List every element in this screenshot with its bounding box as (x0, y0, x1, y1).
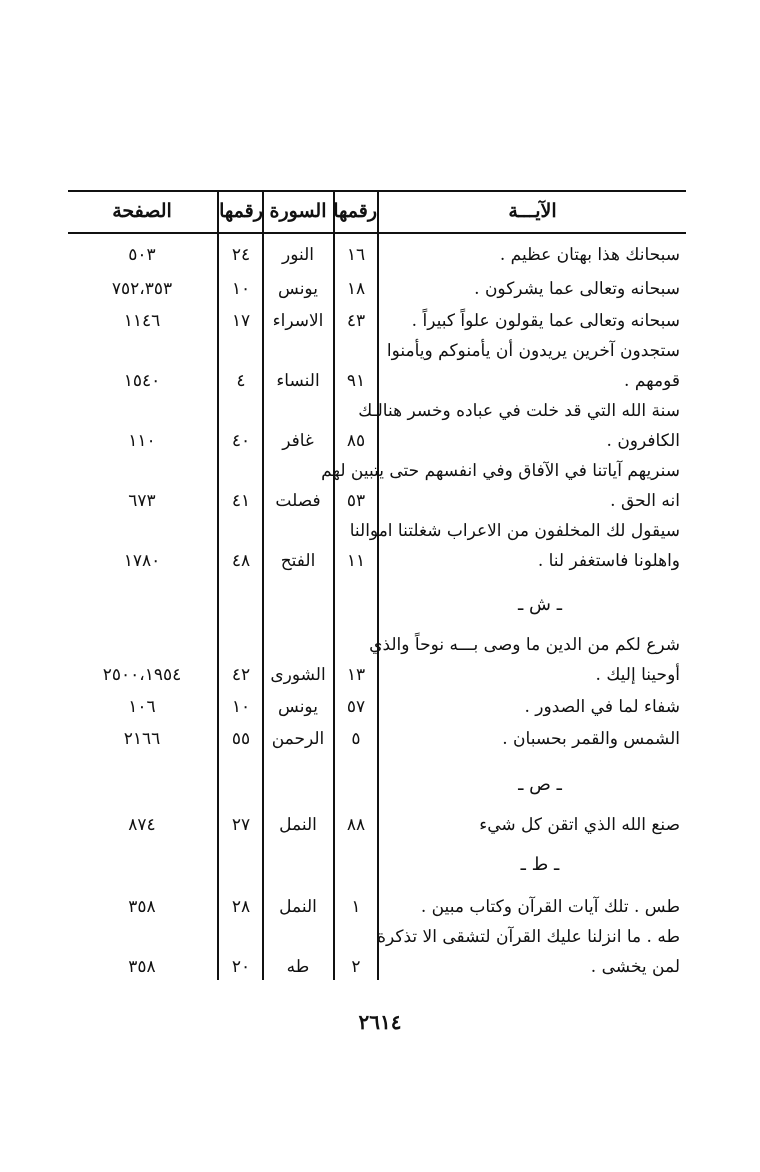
ayah-number: ٥٧ (346, 697, 366, 717)
ayah-number: ١٨ (346, 279, 366, 299)
page-number: ١١٠ (128, 431, 156, 451)
surah-number: ٥٥ (231, 729, 251, 749)
surah-number: ٤ (236, 371, 246, 391)
surah-number: ٢٧ (231, 815, 251, 835)
ayah-text: صنع الله الذي اتقن كل شيء (479, 815, 680, 835)
ayah-text: سبحانك هذا بهتان عظيم . (499, 245, 680, 265)
ayah-number: ٥ (351, 729, 361, 749)
surah-name: الاسراء (272, 311, 324, 331)
surah-name: النمل (279, 815, 317, 835)
ayah-number: ٨٨ (346, 815, 366, 835)
page-number: ٨٧٤ (128, 815, 156, 835)
section-heading-sheen: ـ ش ـ (518, 594, 562, 615)
page-number: ٣٥٨ (128, 957, 156, 977)
surah-number: ٢٠ (231, 957, 251, 977)
header-surah: السورة (269, 200, 327, 222)
page-number: ٢٥٠٠،١٩٥٤ (102, 665, 182, 685)
surah-name: النمل (279, 897, 317, 917)
header-ayah: الآيـــة (508, 200, 557, 222)
page-number: ٦٧٣ (128, 491, 156, 511)
surah-name: الرحمن (271, 729, 325, 749)
ayah-number: ١١ (346, 551, 366, 571)
surah-name: يونس (278, 697, 318, 717)
ayah-number: ٩١ (346, 371, 366, 391)
col-sep-ayah (377, 190, 379, 980)
surah-number: ٢٤ (231, 245, 251, 265)
surah-number: ١٠ (231, 697, 251, 717)
section-heading-taa: ـ ط ـ (520, 854, 560, 875)
ayah-number: ٥٣ (346, 491, 366, 511)
header-ayah-num: رقمها (333, 200, 377, 222)
surah-number: ١٠ (231, 279, 251, 299)
surah-number: ٤٨ (231, 551, 251, 571)
ayah-text: الشمس والقمر بحسبان . (502, 729, 680, 749)
ayah-text: شرع لكم من الدين ما وصى بـــه نوحاً والذي أوحينا إليك . (369, 635, 680, 685)
header-surah-num: رقمها (219, 200, 263, 222)
ayah-text: ستجدون آخرين يريدون أن يأمنوكم ويأمنوا قومهم . (386, 341, 680, 391)
page-number: ١١٤٦ (123, 311, 161, 331)
ayah-text: سبحانه وتعالى عما يشركون . (474, 279, 680, 299)
surah-number: ٢٨ (231, 897, 251, 917)
surah-name: طه (286, 957, 310, 977)
surah-name: غافر (282, 431, 314, 451)
surah-number: ٤٢ (231, 665, 251, 685)
surah-number: ١٧ (231, 311, 251, 331)
surah-name: يونس (278, 279, 318, 299)
ayah-text: طس . تلك آيات القرآن وكتاب مبين . (420, 897, 680, 917)
surah-name: الشورى (270, 665, 326, 685)
section-heading-sad: ـ ص ـ (518, 774, 562, 795)
ayah-text: سبحانه وتعالى عما يقولون علواً كبيراً . (411, 311, 680, 331)
ayah-number: ١٦ (346, 245, 366, 265)
page-number: ١٧٨٠ (123, 551, 161, 571)
ayah-text: سنريهم آياتنا في الآفاق وفي انفسهم حتى يتبين لهم انه الحق . (321, 461, 680, 511)
surah-name: النور (281, 245, 315, 265)
ayah-number: ١ (351, 897, 361, 917)
page-number: ٣٥٨ (128, 897, 156, 917)
page-number: ٢١٦٦ (123, 729, 161, 749)
ayah-text: سنة الله التي قد خلت في عباده وخسر هنالـك الكافرون . (358, 401, 680, 451)
ayah-number: ١٣ (346, 665, 366, 685)
page-number: ٥٠٣ (128, 245, 156, 265)
ayah-number: ٢ (351, 957, 361, 977)
page-number: ٧٥٢،٣٥٣ (111, 279, 173, 299)
surah-name: الفتح (280, 551, 316, 571)
surah-number: ٤٠ (231, 431, 251, 451)
ayah-text: طه . ما انزلنا عليك القرآن لتشقى الا تذكرة لمن يخشى . (377, 927, 680, 977)
surah-number: ٤١ (231, 491, 251, 511)
ayah-number: ٨٥ (346, 431, 366, 451)
header-page: الصفحة (112, 200, 172, 222)
page-folio-number: ٢٦١٤ (358, 1010, 402, 1034)
page-number: ١٠٦ (128, 697, 156, 717)
surah-name: النساء (276, 371, 320, 391)
surah-name: فصلت (275, 491, 321, 511)
ayah-text: سيقول لك المخلفون من الاعراب شغلتنا اموالنا واهلونا فاستغفر لنا . (349, 521, 680, 571)
ayah-number: ٤٣ (346, 311, 366, 331)
page-number: ١٥٤٠ (123, 371, 161, 391)
ayah-text: شفاء لما في الصدور . (524, 697, 680, 717)
